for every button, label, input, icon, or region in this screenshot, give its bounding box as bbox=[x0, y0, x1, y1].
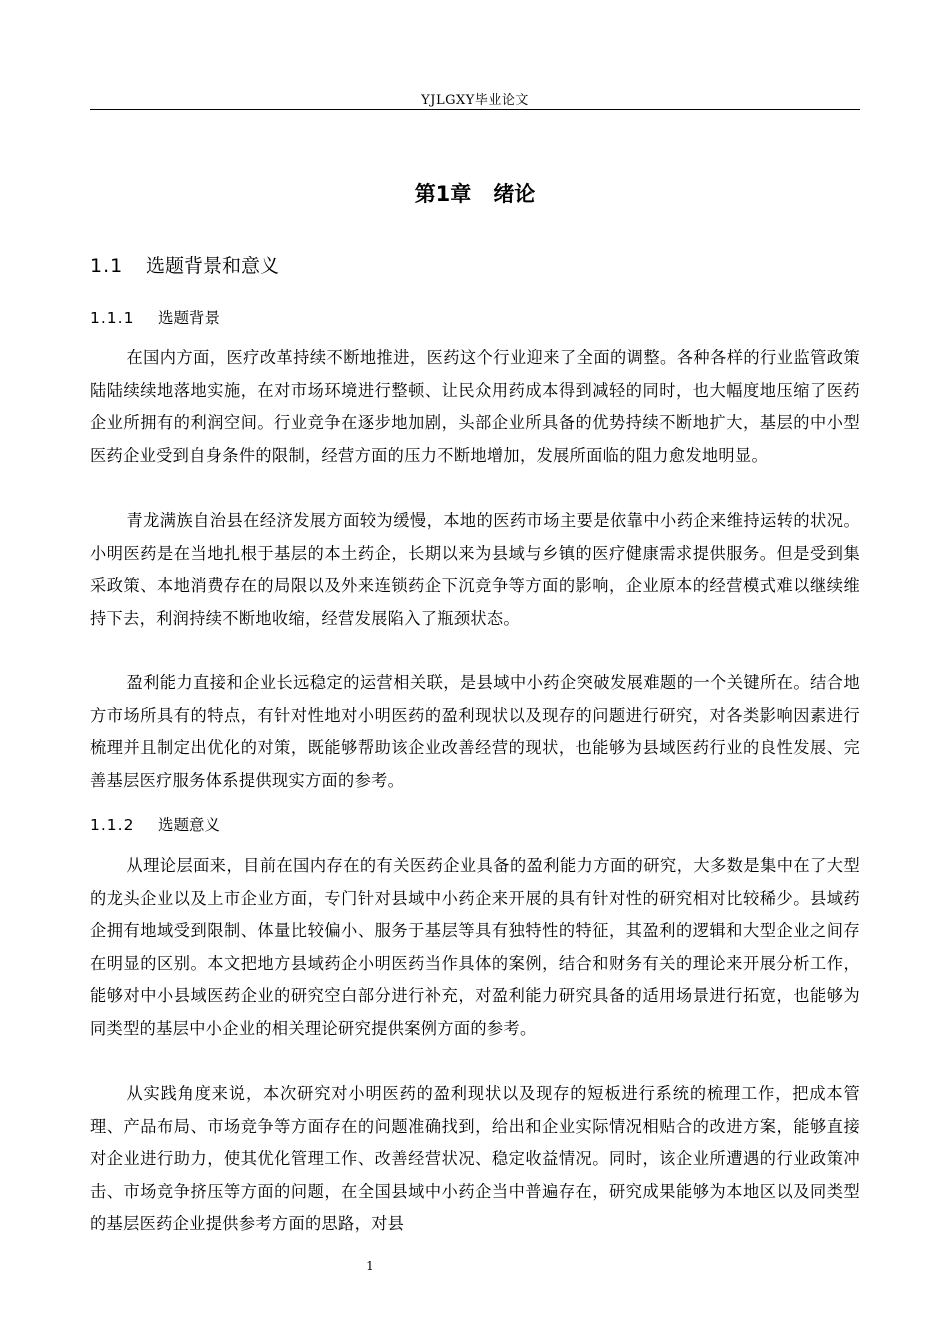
page-number: 1 bbox=[366, 1259, 374, 1273]
section-number: 1.1 bbox=[90, 255, 124, 277]
header-rule bbox=[90, 109, 860, 110]
chapter-title bbox=[90, 179, 860, 209]
section-heading bbox=[90, 253, 279, 279]
body-paragraph: 从理论层面来，目前在国内存在的有关医药企业具备的盈利能力方面的研究，大多数是集中在了大型的龙头企业以及上市企业方面，专门针对县域中小药企来开展的具有针对性的研究相对比较稀少。县域药企拥有地域受到限制、体量比较偏小、服务于基层等具有独特性的特征，其盈利的逻辑和大型企业之间存在明显的区别。本文把地方县域药企小明医药当作具体的案例，结合和财务有关的理论来开展分析工作，能够对中小县域医药企业的研究空白部分进行补充，对盈利能力研究具备的适用场景进行拓宽，也能够为同类型的基层中小企业的相关理论研究提供案例方面的参考。 bbox=[90, 856, 860, 1038]
chapter-name: 绪论 bbox=[493, 182, 536, 206]
body-paragraph: 青龙满族自治县在经济发展方面较为缓慢，本地的医药市场主要是依靠中小药企来维持运转的状况。小明医药是在当地扎根于基层的本土药企，长期以来为县域与乡镇的医疗健康需求提供服务。但是受到集采政策、本地消费存在的局限以及外来连锁药企下沉竞争等方面的影响，企业原本的经营模式难以继续维持下去，利润持续不断地收缩，经营发展陷入了瓶颈状态。 bbox=[90, 511, 860, 628]
subsection-title-text: 选题背景 bbox=[158, 309, 221, 327]
subsection-heading bbox=[90, 814, 220, 836]
subsection-title-text: 选题意义 bbox=[158, 816, 221, 834]
subsection-number: 1.1.2 bbox=[90, 816, 135, 834]
subsection-number: 1.1.1 bbox=[90, 309, 135, 327]
subsection-heading bbox=[90, 307, 220, 329]
body-paragraph: 在国内方面，医疗改革持续不断地推进，医药这个行业迎来了全面的调整。各种各样的行业监管政策陆陆续续地落地实施，在对市场环境进行整顿、让民众用药成本得到减轻的同时，也大幅度地压缩了医药企业所拥有的利润空间。行业竞争在逐步地加剧，头部企业所具备的优势持续不断地扩大，基层的中小型医药企业受到自身条件的限制，经营方面的压力不断地增加，发展所面临的阻力愈发地明显。 bbox=[90, 348, 860, 465]
body-paragraph: 盈利能力直接和企业长远稳定的运营相关联，是县域中小药企突破发展难题的一个关键所在。结合地方市场所具有的特点，有针对性地对小明医药的盈利现状以及现存的问题进行研究，对各类影响因素进行梳理并且制定出优化的对策，既能够帮助该企业改善经营的现状，也能够为县域医药行业的良性发展、完善基层医疗服务体系提供现实方面的参考。 bbox=[90, 673, 860, 790]
section-title-text: 选题背景和意义 bbox=[146, 255, 280, 277]
page-header: YJLGXY毕业论文 bbox=[421, 93, 529, 108]
chapter-number: 第1章 bbox=[414, 182, 472, 206]
body-paragraph: 从实践角度来说，本次研究对小明医药的盈利现状以及现存的短板进行系统的梳理工作，把成本管理、产品布局、市场竞争等方面存在的问题准确找到，给出和企业实际情况相贴合的改进方案，能够直接对企业进行助力，使其优化管理工作、改善经营状况、稳定收益情况。同时，该企业所遭遇的行业政策冲击、市场竞争挤压等方面的问题，在全国县域中小药企当中普遍存在，研究成果能够为本地区以及同类型的基层医药企业提供参考方面的思路，对县 bbox=[90, 1084, 860, 1233]
